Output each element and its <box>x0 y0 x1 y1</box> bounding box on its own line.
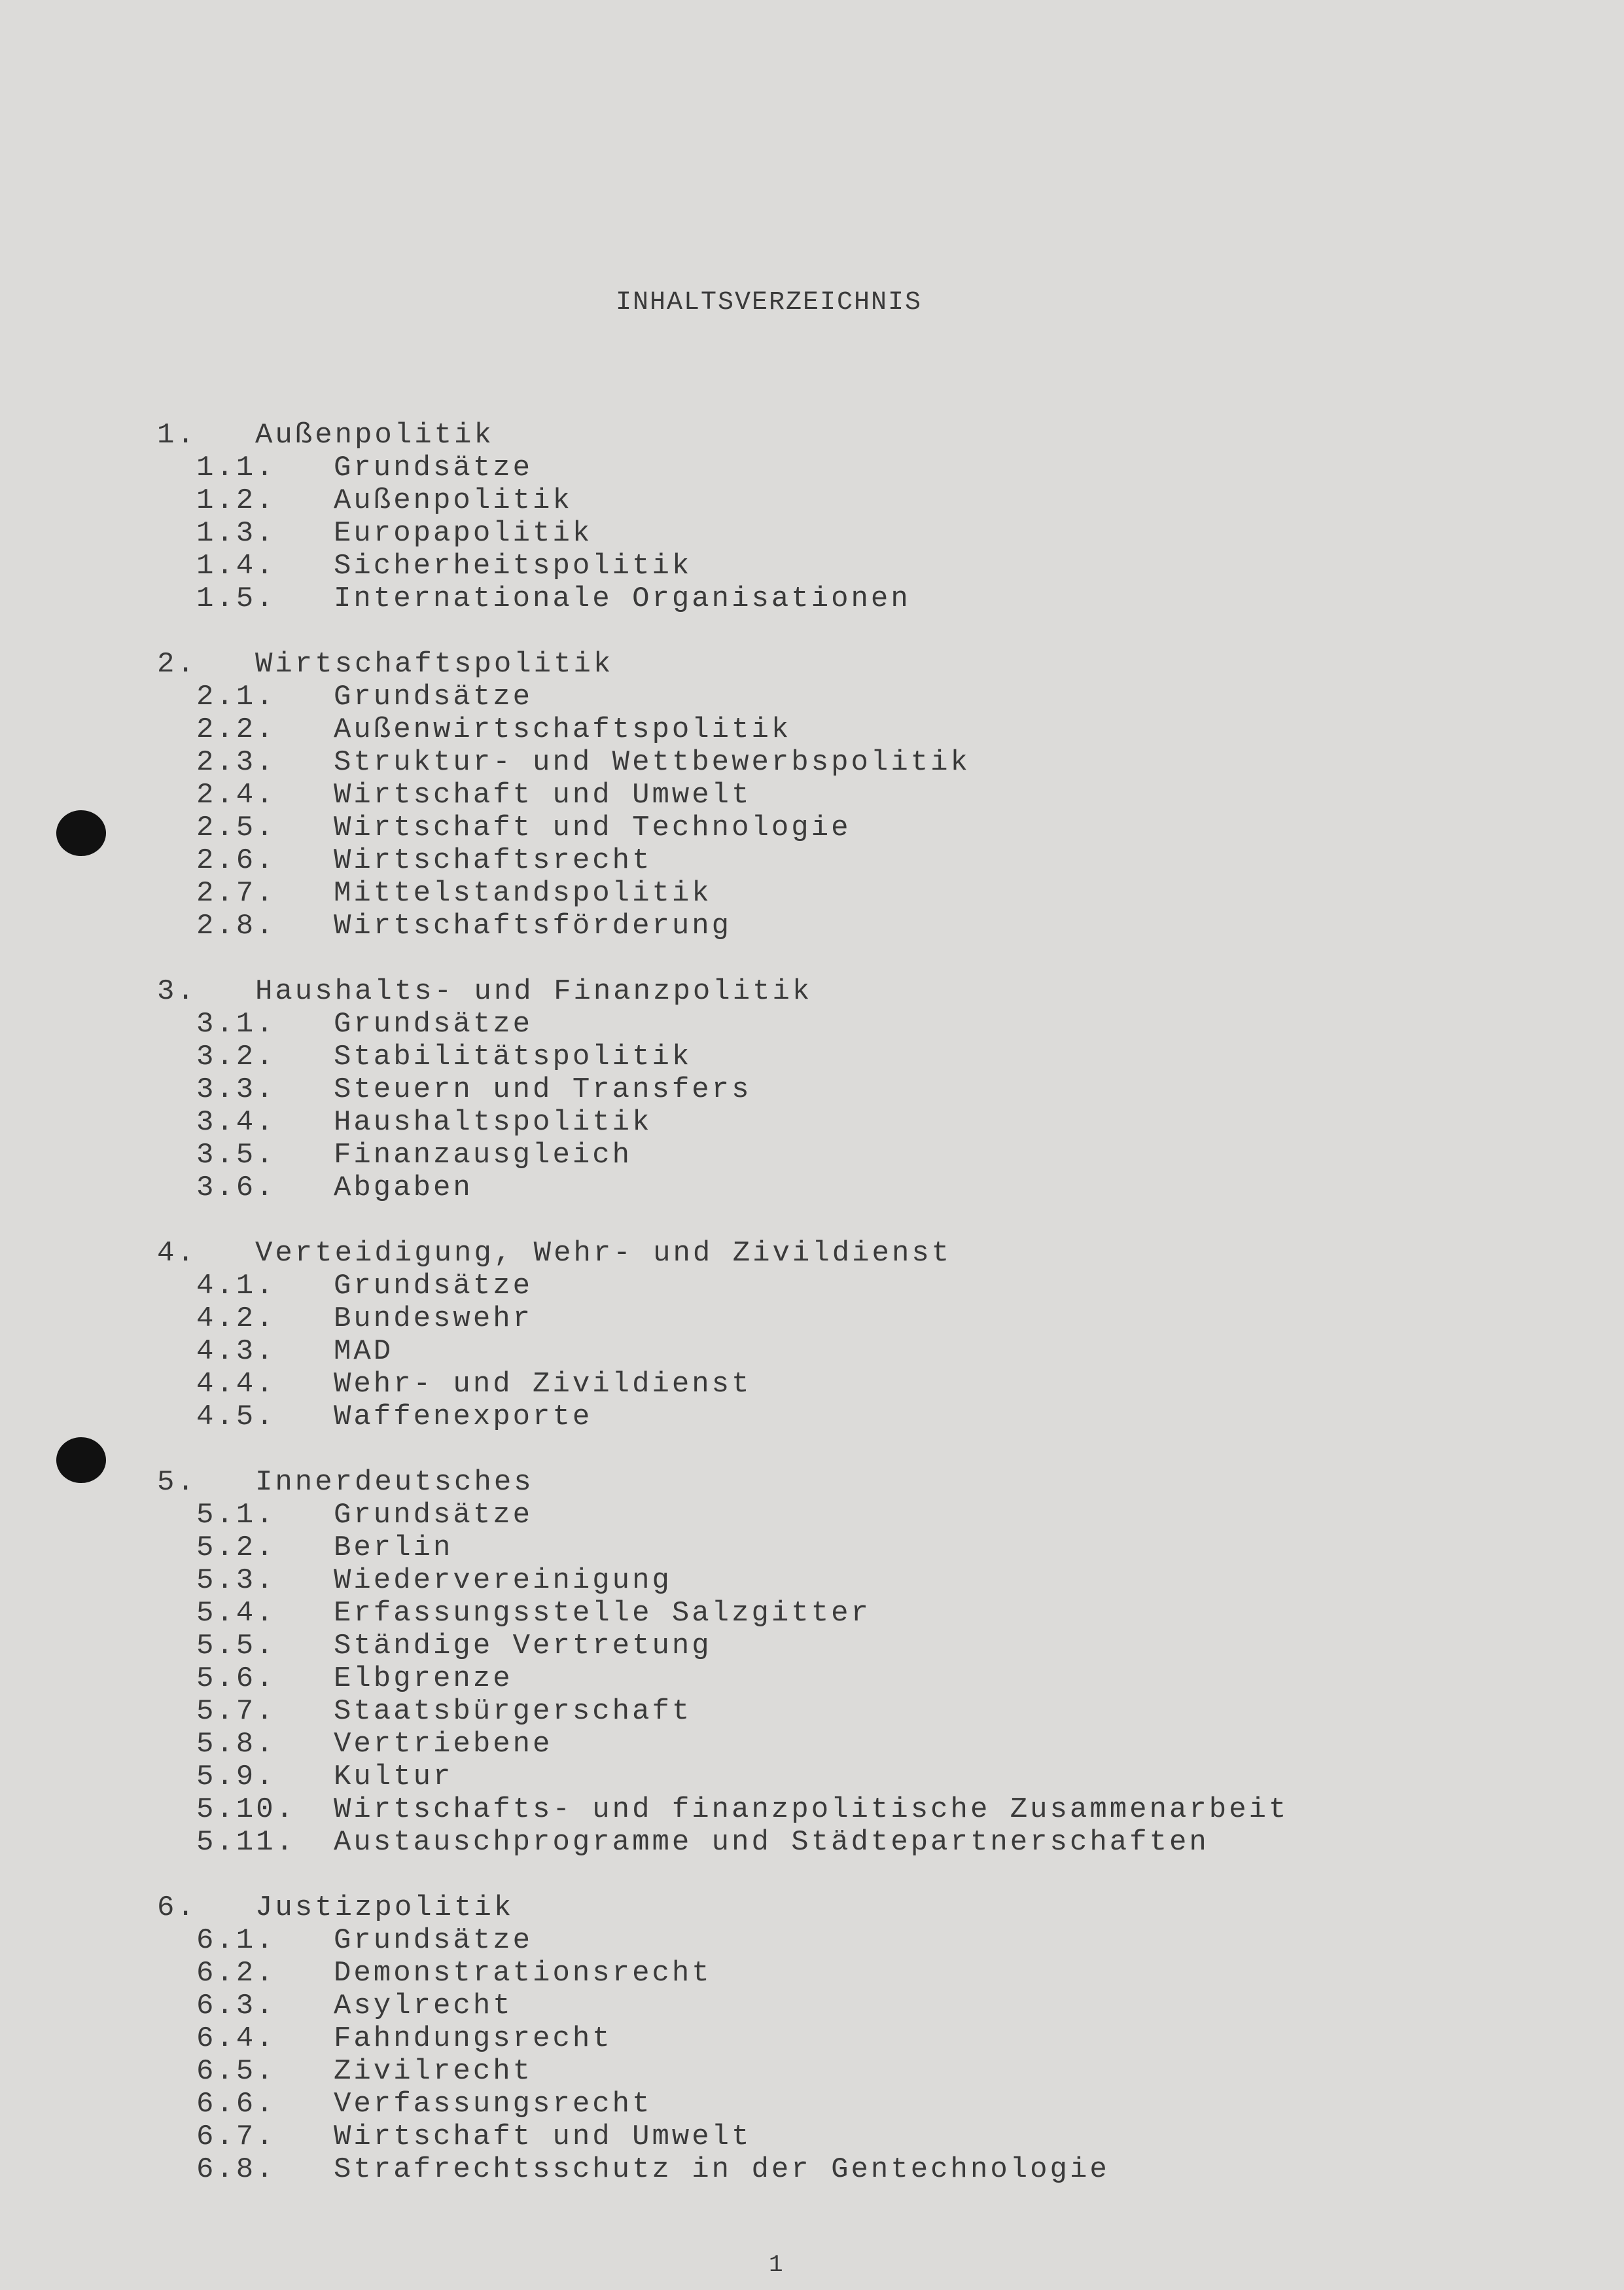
toc-entry <box>157 1073 1288 1106</box>
entry-number: 1.2. <box>196 484 276 517</box>
toc-entry <box>157 484 1288 517</box>
toc-entry <box>157 1172 1288 1204</box>
chapter-title: Außenpolitik <box>255 419 494 452</box>
entry-number: 5.3. <box>196 1564 276 1597</box>
toc-chapter <box>157 1891 1288 1924</box>
entry-number: 6.1. <box>196 1924 276 1957</box>
toc-entry <box>157 1401 1288 1433</box>
chapter-title: Wirtschaftspolitik <box>255 648 614 681</box>
entry-number: 4.4. <box>196 1368 276 1401</box>
entry-title: Wirtschafts- und finanzpolitische Zusammenarbeit <box>334 1793 1289 1826</box>
entry-title: Europapolitik <box>334 517 593 550</box>
entry-title: Verfassungsrecht <box>334 2088 652 2120</box>
entry-title: Mittelstandspolitik <box>334 877 712 910</box>
entry-title: Wiedervereinigung <box>334 1564 672 1597</box>
toc-entry <box>157 2153 1288 2186</box>
entry-title: Grundsätze <box>334 1924 533 1957</box>
entry-title: Vertriebene <box>334 1728 553 1761</box>
entry-title: Grundsätze <box>334 452 533 484</box>
entry-title: Wirtschaftsförderung <box>334 910 732 942</box>
toc-entry <box>157 746 1288 779</box>
entry-number: 4.3. <box>196 1335 276 1368</box>
toc-chapter <box>157 1466 1288 1499</box>
entry-title: Grundsätze <box>334 681 533 713</box>
entry-number: 5.10. <box>196 1793 296 1826</box>
entry-number: 5.11. <box>196 1826 296 1859</box>
toc-chapter <box>157 419 1288 452</box>
chapter-number: 4. <box>157 1237 197 1270</box>
entry-title: Zivilrecht <box>334 2055 533 2088</box>
entry-number: 6.2. <box>196 1957 276 1990</box>
chapter-number: 5. <box>157 1466 197 1499</box>
entry-number: 2.5. <box>196 812 276 844</box>
entry-number: 6.3. <box>196 1990 276 2022</box>
entry-number: 6.5. <box>196 2055 276 2088</box>
toc-entry <box>157 1368 1288 1401</box>
entry-title: MAD <box>334 1335 394 1368</box>
entry-title: Demonstrationsrecht <box>334 1957 712 1990</box>
toc-section <box>157 975 1288 1204</box>
entry-title: Wehr- und Zivildienst <box>334 1368 752 1401</box>
entry-title: Wirtschaft und Technologie <box>334 812 851 844</box>
entry-number: 2.2. <box>196 713 276 746</box>
toc-entry <box>157 812 1288 844</box>
entry-title: Austauschprogramme und Städtepartnerschaften <box>334 1826 1209 1859</box>
entry-number: 1.4. <box>196 550 276 582</box>
chapter-number: 6. <box>157 1891 197 1924</box>
entry-number: 1.1. <box>196 452 276 484</box>
toc-entry <box>157 2120 1288 2153</box>
entry-number: 1.3. <box>196 517 276 550</box>
entry-title: Wirtschaft und Umwelt <box>334 2120 752 2153</box>
entry-title: Grundsätze <box>334 1270 533 1302</box>
toc-entry <box>157 713 1288 746</box>
entry-title: Wirtschaft und Umwelt <box>334 779 752 812</box>
entry-title: Ständige Vertretung <box>334 1630 712 1662</box>
toc-entry <box>157 1793 1288 1826</box>
table-of-contents <box>157 419 1288 2219</box>
toc-entry <box>157 1728 1288 1761</box>
toc-entry <box>157 844 1288 877</box>
entry-title: Sicherheitspolitik <box>334 550 692 582</box>
toc-entry <box>157 1564 1288 1597</box>
entry-title: Grundsätze <box>334 1008 533 1041</box>
toc-entry <box>157 1924 1288 1957</box>
toc-entry <box>157 681 1288 713</box>
chapter-title: Innerdeutsches <box>255 1466 534 1499</box>
entry-title: Kultur <box>334 1761 453 1793</box>
toc-entry <box>157 1008 1288 1041</box>
toc-chapter <box>157 1237 1288 1270</box>
punch-hole <box>56 1437 106 1483</box>
entry-number: 4.2. <box>196 1302 276 1335</box>
toc-entry <box>157 1761 1288 1793</box>
entry-number: 3.5. <box>196 1139 276 1172</box>
entry-title: Elbgrenze <box>334 1662 513 1695</box>
entry-title: Fahndungsrecht <box>334 2022 612 2055</box>
entry-title: Außenpolitik <box>334 484 573 517</box>
toc-entry <box>157 1990 1288 2022</box>
toc-entry <box>157 1826 1288 1859</box>
entry-title: Stabilitätspolitik <box>334 1041 692 1073</box>
entry-number: 3.6. <box>196 1172 276 1204</box>
entry-title: Struktur- und Wettbewerbspolitik <box>334 746 970 779</box>
toc-section <box>157 1466 1288 1859</box>
toc-entry <box>157 1499 1288 1531</box>
toc-entry <box>157 2022 1288 2055</box>
entry-title: Abgaben <box>334 1172 473 1204</box>
entry-number: 6.6. <box>196 2088 276 2120</box>
chapter-title: Justizpolitik <box>255 1891 514 1924</box>
toc-entry <box>157 2088 1288 2120</box>
entry-title: Finanzausgleich <box>334 1139 633 1172</box>
entry-number: 2.1. <box>196 681 276 713</box>
toc-entry <box>157 1662 1288 1695</box>
toc-entry <box>157 517 1288 550</box>
entry-number: 4.1. <box>196 1270 276 1302</box>
entry-number: 1.5. <box>196 582 276 615</box>
toc-entry <box>157 1335 1288 1368</box>
entry-number: 2.4. <box>196 779 276 812</box>
chapter-title: Verteidigung, Wehr- und Zivildienst <box>255 1237 952 1270</box>
toc-entry <box>157 1957 1288 1990</box>
toc-entry <box>157 582 1288 615</box>
chapter-number: 3. <box>157 975 197 1008</box>
entry-number: 5.8. <box>196 1728 276 1761</box>
entry-title: Strafrechtsschutz in der Gentechnologie <box>334 2153 1110 2186</box>
entry-number: 6.8. <box>196 2153 276 2186</box>
toc-entry <box>157 452 1288 484</box>
toc-entry <box>157 2055 1288 2088</box>
toc-section <box>157 419 1288 615</box>
entry-title: Außenwirtschaftspolitik <box>334 713 792 746</box>
toc-entry <box>157 1041 1288 1073</box>
toc-section <box>157 1891 1288 2186</box>
toc-entry <box>157 550 1288 582</box>
entry-number: 3.3. <box>196 1073 276 1106</box>
entry-number: 5.9. <box>196 1761 276 1793</box>
chapter-title: Haushalts- und Finanzpolitik <box>255 975 813 1008</box>
toc-entry <box>157 1270 1288 1302</box>
toc-entry <box>157 1531 1288 1564</box>
page-number: 1 <box>769 2251 783 2278</box>
entry-number: 2.3. <box>196 746 276 779</box>
toc-entry <box>157 1106 1288 1139</box>
entry-title: Steuern und Transfers <box>334 1073 752 1106</box>
entry-number: 3.2. <box>196 1041 276 1073</box>
toc-entry <box>157 1139 1288 1172</box>
entry-number: 5.4. <box>196 1597 276 1630</box>
toc-section <box>157 1237 1288 1433</box>
entry-number: 5.6. <box>196 1662 276 1695</box>
entry-number: 5.1. <box>196 1499 276 1531</box>
entry-number: 5.2. <box>196 1531 276 1564</box>
toc-chapter <box>157 648 1288 681</box>
toc-section <box>157 648 1288 942</box>
punch-hole <box>56 810 106 856</box>
chapter-number: 2. <box>157 648 197 681</box>
entry-number: 5.7. <box>196 1695 276 1728</box>
entry-title: Staatsbürgerschaft <box>334 1695 692 1728</box>
entry-number: 2.6. <box>196 844 276 877</box>
toc-entry <box>157 877 1288 910</box>
entry-number: 4.5. <box>196 1401 276 1433</box>
entry-number: 6.7. <box>196 2120 276 2153</box>
toc-entry <box>157 1597 1288 1630</box>
toc-chapter <box>157 975 1288 1008</box>
entry-number: 2.7. <box>196 877 276 910</box>
entry-title: Berlin <box>334 1531 453 1564</box>
entry-number: 3.4. <box>196 1106 276 1139</box>
toc-entry <box>157 1302 1288 1335</box>
entry-title: Bundeswehr <box>334 1302 533 1335</box>
toc-entry <box>157 910 1288 942</box>
entry-title: Wirtschaftsrecht <box>334 844 652 877</box>
entry-title: Haushaltspolitik <box>334 1106 652 1139</box>
entry-title: Asylrecht <box>334 1990 513 2022</box>
toc-entry <box>157 779 1288 812</box>
toc-entry <box>157 1630 1288 1662</box>
chapter-number: 1. <box>157 419 197 452</box>
entry-number: 3.1. <box>196 1008 276 1041</box>
entry-number: 2.8. <box>196 910 276 942</box>
entry-number: 5.5. <box>196 1630 276 1662</box>
entry-title: Grundsätze <box>334 1499 533 1531</box>
entry-title: Internationale Organisationen <box>334 582 911 615</box>
entry-number: 6.4. <box>196 2022 276 2055</box>
toc-entry <box>157 1695 1288 1728</box>
entry-title: Erfassungsstelle Salzgitter <box>334 1597 871 1630</box>
page-title: INHALTSVERZEICHNIS <box>615 288 923 317</box>
entry-title: Waffenexporte <box>334 1401 593 1433</box>
